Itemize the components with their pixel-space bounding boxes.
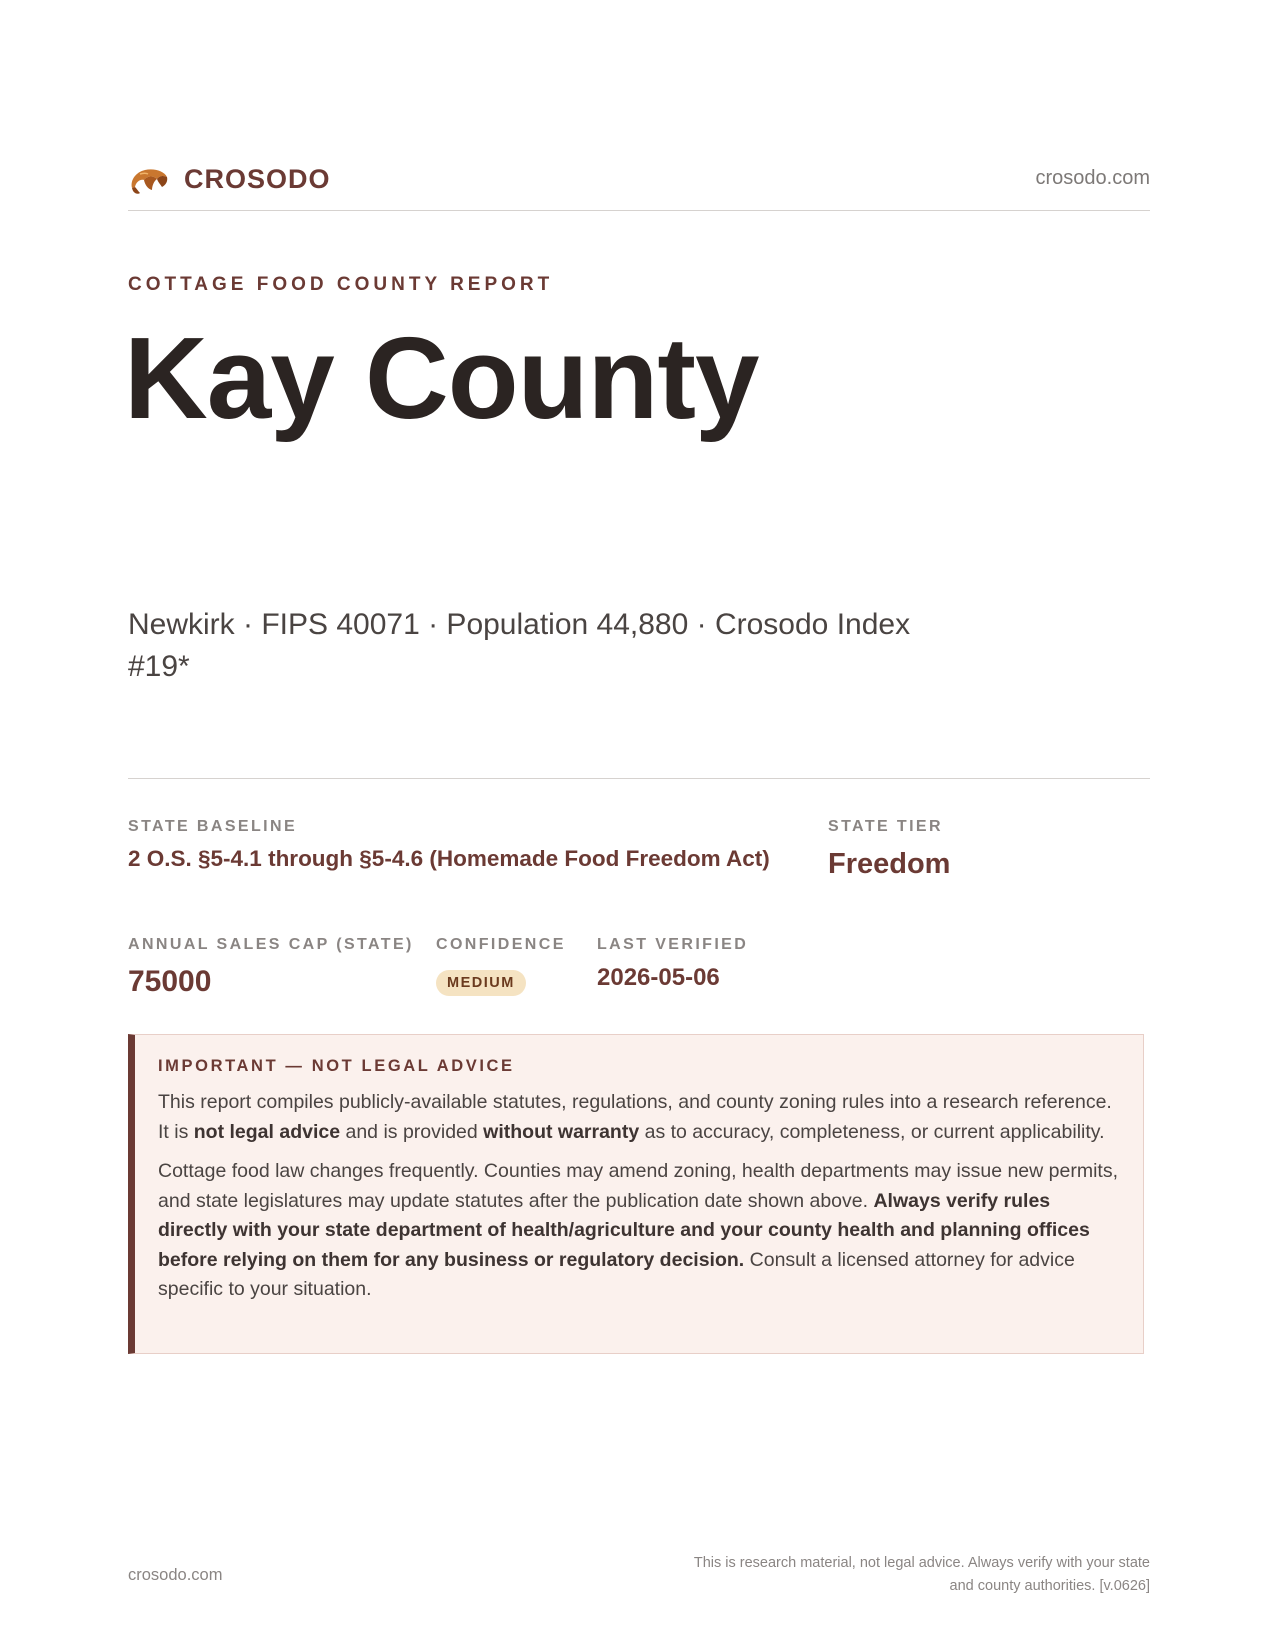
confidence-field: [436, 936, 566, 996]
page-title: Kay County: [124, 313, 759, 443]
sales-cap-label: ANNUAL SALES CAP (STATE): [128, 936, 414, 953]
notice-text: and is provided: [340, 1120, 484, 1143]
notice-paragraph-2: [158, 1157, 1118, 1305]
site-link[interactable]: crosodo.com: [1035, 167, 1150, 189]
last-verified-field: [597, 936, 748, 992]
brand-header: [128, 158, 1150, 211]
confidence-label: CONFIDENCE: [436, 936, 566, 953]
section-divider: [128, 778, 1150, 779]
notice-paragraph-1: [158, 1088, 1118, 1147]
last-verified-label: LAST VERIFIED: [597, 936, 749, 953]
state-tier-field: [828, 818, 950, 881]
sales-cap-value: 75000: [128, 965, 212, 998]
sales-cap-field: [128, 936, 414, 999]
notice-text: as to accuracy, completeness, or current applicability.: [639, 1120, 1105, 1143]
state-tier-value: Freedom: [828, 848, 951, 880]
footer-site: crosodo.com: [128, 1566, 223, 1584]
croissant-icon: [128, 162, 170, 198]
county-subtitle: Newkirk · FIPS 40071 · Population 44,880 · Crosodo Index #19*: [128, 608, 911, 683]
brand-name: CROSODO: [184, 164, 331, 194]
report-eyebrow: COTTAGE FOOD COUNTY REPORT: [128, 274, 554, 295]
report-page: [124, 0, 1150, 1650]
state-baseline-label: STATE BASELINE: [128, 818, 298, 835]
confidence-badge: MEDIUM: [436, 970, 526, 996]
notice-emphasis: without warranty: [483, 1120, 640, 1143]
state-baseline-field: [128, 818, 770, 872]
notice-title: IMPORTANT — NOT LEGAL ADVICE: [158, 1057, 515, 1075]
state-baseline-value: 2 O.S. §5-4.1 through §5-4.6 (Homemade Food Freedom Act): [128, 846, 770, 871]
notice-text: This report compiles publicly-available statutes, regulations, and county zoning rules into a research reference. It is: [158, 1091, 1112, 1143]
notice-emphasis: Always verify rules directly with your state department of health/agriculture and your county health and planning offices before relying on them for any business or regulatory decision.: [158, 1189, 1090, 1271]
footer-disclaimer: [630, 1552, 1150, 1598]
footer-disclaimer-line-1: This is research material, not legal advice. Always verify with your state: [693, 1555, 1150, 1571]
notice-text: Cottage food law changes frequently. Counties may amend zoning, health departments may issue new permits, and state legislatures may update statutes after the publication date shown above.: [158, 1160, 1118, 1212]
legal-notice: [128, 1034, 1144, 1354]
last-verified-value: 2026-05-06: [597, 964, 720, 991]
state-tier-label: STATE TIER: [828, 818, 943, 835]
footer-disclaimer-line-2: and county authorities. [v.0626]: [949, 1578, 1150, 1594]
notice-emphasis: not legal advice: [193, 1120, 341, 1143]
notice-text: Consult a licensed attorney for advice specific to your situation.: [158, 1248, 1075, 1300]
